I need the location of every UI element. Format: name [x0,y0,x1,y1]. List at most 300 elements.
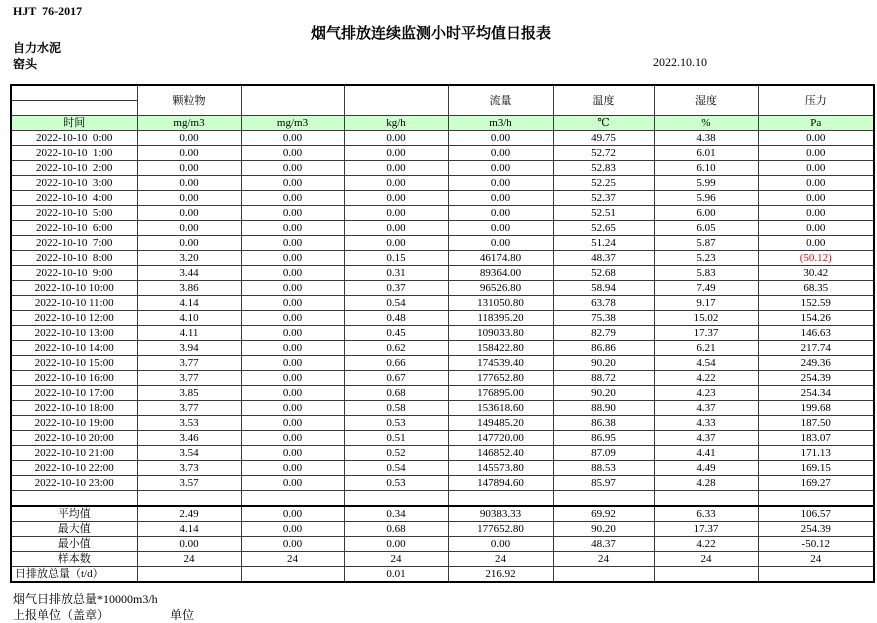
value-cell: 0.00 [241,431,344,446]
summary-value-cell: 24 [654,552,758,567]
value-cell: 158422.80 [448,341,553,356]
value-cell: 0.53 [344,476,448,491]
value-cell: 145573.80 [448,461,553,476]
value-cell: 0.00 [448,236,553,251]
value-cell: 4.33 [654,416,758,431]
table-row [11,326,874,341]
value-cell: 4.37 [654,401,758,416]
summary-value-cell: 24 [553,552,654,567]
value-cell: 169.27 [758,476,874,491]
time-cell: 2022-10-10 9:00 [11,266,137,281]
summary-value-cell: 0.00 [137,537,241,552]
value-cell: 0.00 [241,416,344,431]
table-row [11,281,874,296]
summary-value-cell: 24 [241,552,344,567]
value-cell: 0.00 [241,476,344,491]
summary-value-cell: 0.00 [448,537,553,552]
page-title: 烟气排放连续监测小时平均值日报表 [310,26,551,42]
value-cell: 3.77 [137,371,241,386]
time-cell: 2022-10-10 23:00 [11,476,137,491]
value-cell: 3.44 [137,266,241,281]
summary-label-cell: 最小值 [11,537,137,552]
spacer-cell [758,491,874,507]
summary-value-cell: 106.57 [758,506,874,522]
summary-value-cell: 24 [758,552,874,567]
header-pressure: 压力 [758,85,874,116]
value-cell: 131050.80 [448,296,553,311]
value-cell: 0.00 [137,146,241,161]
summary-value-cell: 17.37 [654,522,758,537]
value-cell: 0.00 [344,191,448,206]
summary-value-cell: 0.01 [344,567,448,583]
header-time-label: 时间 [11,116,137,131]
summary-value-cell: 0.00 [344,537,448,552]
value-cell: 48.37 [553,251,654,266]
table-row [11,446,874,461]
value-cell: 0.00 [137,176,241,191]
time-cell: 2022-10-10 4:00 [11,191,137,206]
value-cell: 0.00 [241,161,344,176]
value-cell: 0.58 [344,401,448,416]
value-cell: 153618.60 [448,401,553,416]
value-cell: 0.00 [448,191,553,206]
value-cell: 0.00 [758,176,874,191]
value-cell: 0.00 [241,356,344,371]
value-cell: 5.83 [654,266,758,281]
table-row [11,236,874,251]
summary-row [11,552,874,567]
summary-value-cell: 24 [344,552,448,567]
value-cell: 0.00 [241,131,344,146]
value-cell: 187.50 [758,416,874,431]
company-name: 自力水泥 [13,41,62,55]
value-cell: 0.00 [758,146,874,161]
value-cell: 4.14 [137,296,241,311]
time-cell: 2022-10-10 6:00 [11,221,137,236]
table-row [11,221,874,236]
header-temperature: 温度 [553,85,654,116]
value-cell: 46174.80 [448,251,553,266]
table-row [11,476,874,491]
unit-celsius: ℃ [553,116,654,131]
header-group-row [11,85,874,101]
time-cell: 2022-10-10 10:00 [11,281,137,296]
time-cell: 2022-10-10 22:00 [11,461,137,476]
value-cell: 0.00 [241,401,344,416]
time-cell: 2022-10-10 14:00 [11,341,137,356]
time-cell: 2022-10-10 11:00 [11,296,137,311]
header-units-row [11,116,874,131]
value-cell: 86.95 [553,431,654,446]
time-cell: 2022-10-10 21:00 [11,446,137,461]
summary-value-cell: 0.00 [241,522,344,537]
summary-value-cell: 90383.33 [448,506,553,522]
spacer-cell [137,491,241,507]
value-cell: 0.00 [758,161,874,176]
spacer-cell [344,491,448,507]
value-cell: 3.46 [137,431,241,446]
value-cell: 0.00 [241,461,344,476]
summary-label-cell: 平均值 [11,506,137,522]
unit-mg-m3-2: mg/m3 [241,116,344,131]
value-cell: 7.49 [654,281,758,296]
header-flow: 流量 [448,85,553,116]
value-cell: 0.52 [344,446,448,461]
time-cell: 2022-10-10 18:00 [11,401,137,416]
table-row [11,206,874,221]
value-cell: 5.87 [654,236,758,251]
value-cell: 0.53 [344,416,448,431]
value-cell: 4.23 [654,386,758,401]
value-cell: 6.01 [654,146,758,161]
time-cell: 2022-10-10 20:00 [11,431,137,446]
summary-label-cell: 最大值 [11,522,137,537]
summary-label-cell: 样本数 [11,552,137,567]
value-cell: 0.67 [344,371,448,386]
value-cell: 0.37 [344,281,448,296]
station-name: 窑头 [13,57,38,71]
summary-value-cell: 24 [137,552,241,567]
table-row [11,311,874,326]
value-cell: 88.90 [553,401,654,416]
summary-value-cell [758,567,874,583]
value-cell: 4.28 [654,476,758,491]
time-cell: 2022-10-10 2:00 [11,161,137,176]
value-cell: 88.53 [553,461,654,476]
flow-total-note: 烟气日排放总量*10000m3/h [13,592,158,606]
summary-label-cell: 日排放总量（t/d） [11,567,137,583]
value-cell: 0.00 [241,281,344,296]
value-cell: 0.00 [448,161,553,176]
report-unit-label: 上报单位（盖章） [13,608,110,622]
value-cell: 0.00 [448,206,553,221]
value-cell: 75.38 [553,311,654,326]
value-cell: 0.00 [137,236,241,251]
table-row [11,176,874,191]
unit-kg-h: kg/h [344,116,448,131]
spacer-cell [241,491,344,507]
value-cell: 0.00 [241,191,344,206]
summary-value-cell: 0.68 [344,522,448,537]
spacer-cell [553,491,654,507]
summary-value-cell: 90.20 [553,522,654,537]
value-cell: 0.00 [241,386,344,401]
table-row [11,191,874,206]
value-cell: 5.99 [654,176,758,191]
value-cell: 0.00 [758,191,874,206]
time-cell: 2022-10-10 3:00 [11,176,137,191]
value-cell: 3.20 [137,251,241,266]
spacer-body [11,491,874,507]
value-cell: 4.22 [654,371,758,386]
value-cell: (50.12) [758,251,874,266]
value-cell: 63.78 [553,296,654,311]
value-cell: 3.94 [137,341,241,356]
summary-value-cell: 0.00 [241,506,344,522]
table-row [11,386,874,401]
report-date: 2022.10.10 [653,55,707,69]
value-cell: 0.00 [344,176,448,191]
value-cell: 0.00 [137,206,241,221]
value-cell: 0.00 [344,131,448,146]
value-cell: 3.77 [137,356,241,371]
value-cell: 149485.20 [448,416,553,431]
value-cell: 86.38 [553,416,654,431]
header-time-lower-cell [11,101,137,116]
value-cell: 4.41 [654,446,758,461]
table-row [11,461,874,476]
value-cell: 0.00 [137,221,241,236]
value-cell: 118395.20 [448,311,553,326]
value-cell: 0.00 [241,311,344,326]
value-cell: 52.25 [553,176,654,191]
value-cell: 0.51 [344,431,448,446]
unit-percent: % [654,116,758,131]
value-cell: 30.42 [758,266,874,281]
value-cell: 0.00 [241,341,344,356]
value-cell: 0.00 [344,161,448,176]
value-cell: 15.02 [654,311,758,326]
value-cell: 0.00 [137,161,241,176]
value-cell: 4.37 [654,431,758,446]
value-cell: 0.00 [241,176,344,191]
value-cell: 6.10 [654,161,758,176]
summary-value-cell: 177652.80 [448,522,553,537]
value-cell: 0.00 [137,191,241,206]
value-cell: 146.63 [758,326,874,341]
summary-value-cell: 69.92 [553,506,654,522]
value-cell: 0.00 [241,206,344,221]
summary-value-cell [137,567,241,583]
value-cell: 5.96 [654,191,758,206]
header-humidity: 湿度 [654,85,758,116]
monitoring-table [10,84,875,583]
value-cell: 183.07 [758,431,874,446]
value-cell: 0.00 [241,296,344,311]
value-cell: 52.51 [553,206,654,221]
value-cell: 85.97 [553,476,654,491]
value-cell: 0.00 [241,446,344,461]
summary-value-cell: 48.37 [553,537,654,552]
table-row [11,161,874,176]
value-cell: 3.85 [137,386,241,401]
value-cell: 0.00 [241,371,344,386]
summary-body [11,506,874,582]
value-cell: 0.54 [344,296,448,311]
value-cell: 0.00 [448,221,553,236]
standard-code: HJT 76-2017 [13,4,83,18]
value-cell: 0.00 [344,236,448,251]
value-cell: 0.00 [758,221,874,236]
value-cell: 0.00 [758,236,874,251]
summary-value-cell [654,567,758,583]
value-cell: 0.00 [758,131,874,146]
time-cell: 2022-10-10 12:00 [11,311,137,326]
value-cell: 4.10 [137,311,241,326]
summary-value-cell [553,567,654,583]
table-row [11,356,874,371]
value-cell: 0.15 [344,251,448,266]
table-row [11,431,874,446]
summary-value-cell [241,567,344,583]
value-cell: 0.00 [448,146,553,161]
value-cell: 152.59 [758,296,874,311]
value-cell: 0.00 [137,131,241,146]
value-cell: 3.73 [137,461,241,476]
value-cell: 4.54 [654,356,758,371]
time-cell: 2022-10-10 15:00 [11,356,137,371]
value-cell: 4.38 [654,131,758,146]
value-cell: 3.57 [137,476,241,491]
value-cell: 90.20 [553,386,654,401]
table-row [11,266,874,281]
table-row [11,146,874,161]
value-cell: 87.09 [553,446,654,461]
table-body [11,131,874,491]
value-cell: 52.37 [553,191,654,206]
time-cell: 2022-10-10 1:00 [11,146,137,161]
value-cell: 0.62 [344,341,448,356]
value-cell: 17.37 [654,326,758,341]
value-cell: 169.15 [758,461,874,476]
value-cell: 6.21 [654,341,758,356]
value-cell: 199.68 [758,401,874,416]
value-cell: 0.68 [344,386,448,401]
time-cell: 2022-10-10 0:00 [11,131,137,146]
value-cell: 217.74 [758,341,874,356]
table-row [11,341,874,356]
summary-row [11,506,874,522]
value-cell: 0.00 [448,176,553,191]
value-cell: 0.54 [344,461,448,476]
value-cell: 174539.40 [448,356,553,371]
spacer-cell [654,491,758,507]
value-cell: 0.00 [241,221,344,236]
value-cell: 82.79 [553,326,654,341]
value-cell: 0.00 [241,236,344,251]
spacer-cell [448,491,553,507]
value-cell: 0.00 [241,326,344,341]
value-cell: 52.72 [553,146,654,161]
summary-row [11,522,874,537]
value-cell: 0.66 [344,356,448,371]
summary-value-cell: 6.33 [654,506,758,522]
unit-mg-m3-1: mg/m3 [137,116,241,131]
value-cell: 171.13 [758,446,874,461]
value-cell: 146852.40 [448,446,553,461]
value-cell: 147720.00 [448,431,553,446]
summary-value-cell: 2.49 [137,506,241,522]
value-cell: 0.00 [344,221,448,236]
table-row [11,401,874,416]
value-cell: 3.77 [137,401,241,416]
time-cell: 2022-10-10 19:00 [11,416,137,431]
summary-value-cell: 4.14 [137,522,241,537]
value-cell: 177652.80 [448,371,553,386]
time-cell: 2022-10-10 16:00 [11,371,137,386]
value-cell: 249.36 [758,356,874,371]
value-cell: 52.68 [553,266,654,281]
summary-value-cell: 254.39 [758,522,874,537]
summary-value-cell: -50.12 [758,537,874,552]
value-cell: 68.35 [758,281,874,296]
header-blank-2 [344,85,448,116]
value-cell: 9.17 [654,296,758,311]
time-cell: 2022-10-10 7:00 [11,236,137,251]
unit-label: 单位 [170,608,195,622]
header-blank-1 [241,85,344,116]
value-cell: 0.00 [241,146,344,161]
summary-value-cell: 216.92 [448,567,553,583]
value-cell: 0.45 [344,326,448,341]
value-cell: 4.49 [654,461,758,476]
value-cell: 52.83 [553,161,654,176]
summary-row [11,567,874,583]
value-cell: 4.11 [137,326,241,341]
value-cell: 109033.80 [448,326,553,341]
value-cell: 49.75 [553,131,654,146]
value-cell: 89364.00 [448,266,553,281]
value-cell: 254.39 [758,371,874,386]
value-cell: 5.23 [654,251,758,266]
value-cell: 86.86 [553,341,654,356]
value-cell: 0.48 [344,311,448,326]
value-cell: 88.72 [553,371,654,386]
value-cell: 0.00 [344,206,448,221]
value-cell: 3.54 [137,446,241,461]
summary-value-cell: 24 [448,552,553,567]
summary-value-cell: 4.22 [654,537,758,552]
table-row [11,416,874,431]
value-cell: 3.53 [137,416,241,431]
value-cell: 0.00 [241,251,344,266]
summary-value-cell: 0.00 [241,537,344,552]
table-header [11,85,874,131]
header-time-upper-cell [11,85,137,101]
value-cell: 90.20 [553,356,654,371]
time-cell: 2022-10-10 5:00 [11,206,137,221]
value-cell: 0.00 [448,131,553,146]
value-cell: 0.31 [344,266,448,281]
time-cell: 2022-10-10 17:00 [11,386,137,401]
value-cell: 0.00 [758,206,874,221]
table-row [11,251,874,266]
value-cell: 96526.80 [448,281,553,296]
header-particulate: 颗粒物 [137,85,241,116]
spacer-cell [11,491,137,507]
value-cell: 52.65 [553,221,654,236]
summary-row [11,537,874,552]
table-row [11,131,874,146]
value-cell: 6.00 [654,206,758,221]
time-cell: 2022-10-10 8:00 [11,251,137,266]
value-cell: 0.00 [344,146,448,161]
value-cell: 3.86 [137,281,241,296]
spacer-row [11,491,874,507]
value-cell: 154.26 [758,311,874,326]
value-cell: 176895.00 [448,386,553,401]
value-cell: 0.00 [241,266,344,281]
value-cell: 58.94 [553,281,654,296]
summary-value-cell: 0.34 [344,506,448,522]
value-cell: 51.24 [553,236,654,251]
value-cell: 6.05 [654,221,758,236]
table-row [11,296,874,311]
value-cell: 147894.60 [448,476,553,491]
unit-pa: Pa [758,116,874,131]
unit-m3-h: m3/h [448,116,553,131]
table-row [11,371,874,386]
